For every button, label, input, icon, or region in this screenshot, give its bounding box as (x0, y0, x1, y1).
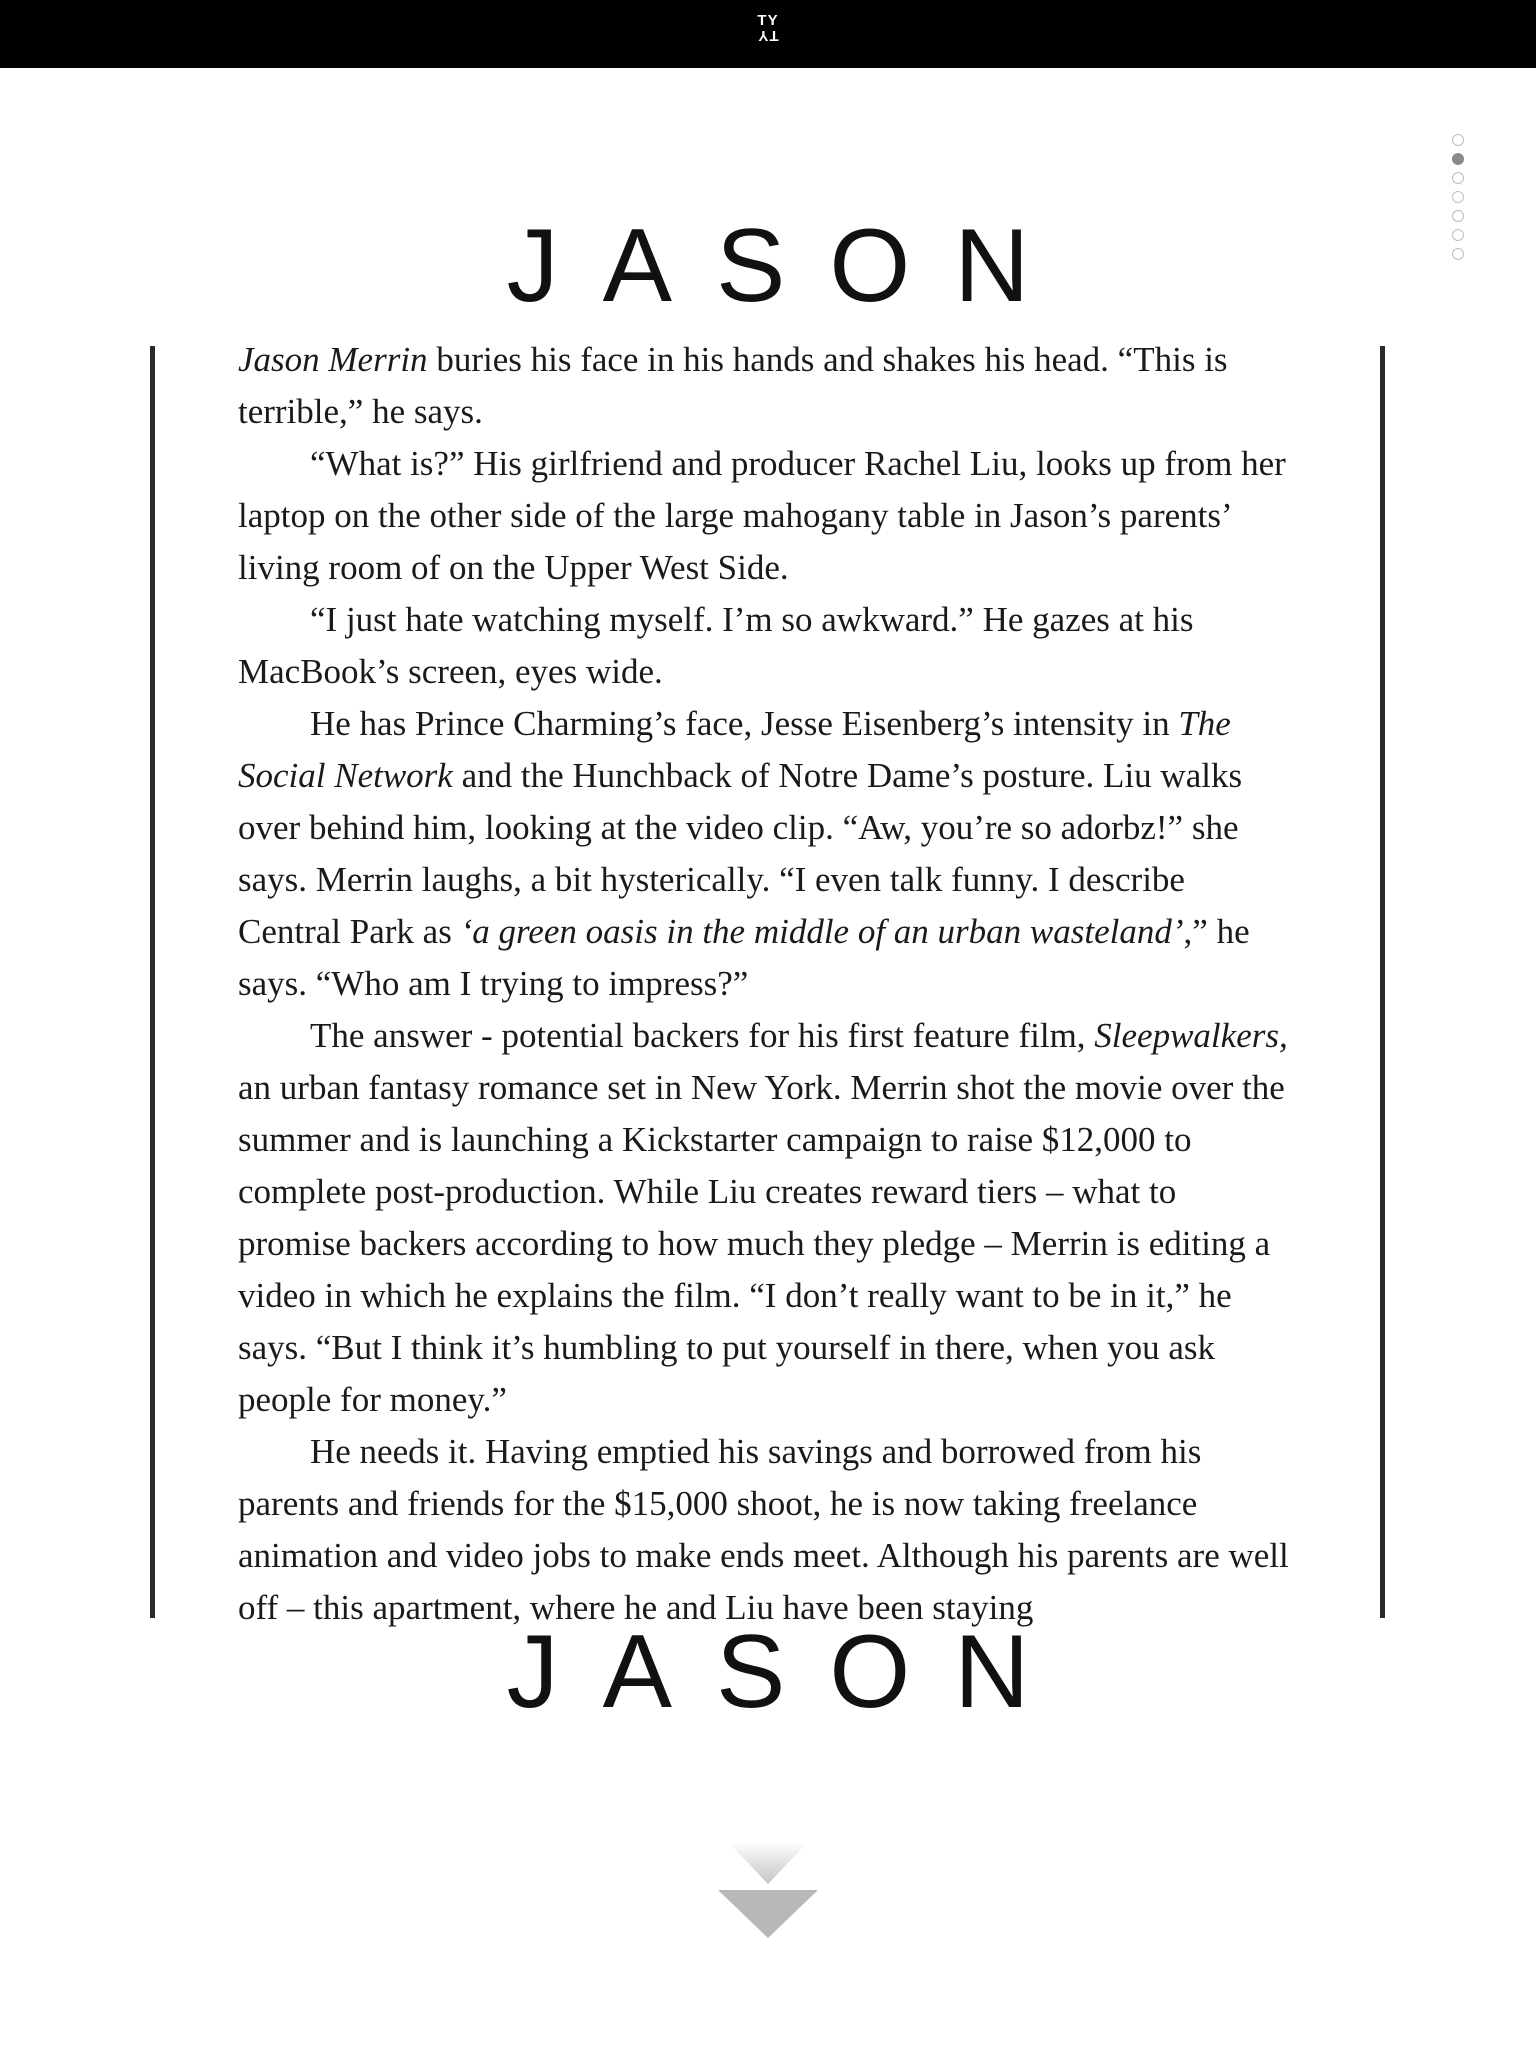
paragraph-4-text-a: He has Prince Charming’s face, Jesse Eisenberg’s intensity in (310, 704, 1179, 743)
paragraph-5-text-b: an urban fantasy romance set in New York. Merrin shot the movie over the summer and is launching a Kickstarter campaign to raise $12,000 to complete post-production. While Liu creates reward tiers – what to promise backers according to how much they pledge – Merrin is editing a video in which he explains the film. “I don’t really want to be in it,” he says. “But I think it’s humbling to put yourself in there, when you ask people for money.” (238, 1068, 1285, 1419)
paragraph-4-text-c: ,” he says. “Who am I trying to impress?” (238, 912, 1250, 1003)
top-bar (0, 0, 1536, 68)
paragraph-5-text-a: The answer - potential backers for his first feature film, (310, 1016, 1095, 1055)
paragraph-4-text-b: and the Hunchback of Notre Dame’s posture. Liu walks over behind him, looking at the video clip. “Aw, you’re so adorbz!” she says. Merrin laughs, a bit hysterically. “I even talk funny. I describe Central Park as (238, 756, 1243, 951)
paragraph-6: He needs it. Having emptied his savings and borrowed from his parents and friends for the $15,000 shoot, he is now taking freelance animation and video jobs to make ends meet. Although his parents are well off – this apartment, where he and Liu have been staying (238, 1432, 1289, 1627)
park-quote: ‘a green oasis in the middle of an urban wasteland’ (460, 912, 1184, 951)
page-dot-2-active[interactable] (1452, 153, 1464, 165)
paragraph-4 (238, 698, 1290, 1010)
feature-film-title: Sleepwalkers, (1094, 1016, 1288, 1055)
paragraph-1-text: buries his face in his hands and shakes his head. “This is terrible,” he says. (238, 340, 1228, 431)
scroll-down-arrow-icon[interactable] (716, 1840, 820, 1940)
right-rule (1380, 346, 1385, 1618)
section-heading: JASON (506, 208, 1074, 324)
film-title: The Social Network (238, 704, 1231, 795)
next-section-heading-clip (0, 1614, 1536, 1730)
subject-name: Jason Merrin (238, 340, 428, 379)
next-section-heading: JASON (506, 1614, 1074, 1730)
paragraph-3: “I just hate watching myself. I’m so awkward.” He gazes at his MacBook’s screen, eyes wide. (238, 600, 1194, 691)
arrow-upper-chevron (728, 1842, 808, 1884)
paragraph-1 (238, 334, 1290, 438)
arrow-lower-chevron (718, 1890, 818, 1938)
logo-bottom-letters: TY (757, 27, 779, 44)
paragraph-5 (238, 1010, 1290, 1426)
article-body[interactable] (238, 334, 1290, 1627)
left-rule (150, 346, 155, 1618)
page-dot-3[interactable] (1452, 172, 1464, 184)
logo-top-letters: TY (757, 12, 779, 29)
page-dot-1[interactable] (1452, 134, 1464, 146)
paragraph-2: “What is?” His girlfriend and producer Rachel Liu, looks up from her laptop on the other side of the large mahogany table in Jason’s parents’ living room of on the Upper West Side. (238, 444, 1286, 587)
app-logo[interactable] (748, 14, 788, 54)
section-heading-clip (0, 200, 1536, 324)
